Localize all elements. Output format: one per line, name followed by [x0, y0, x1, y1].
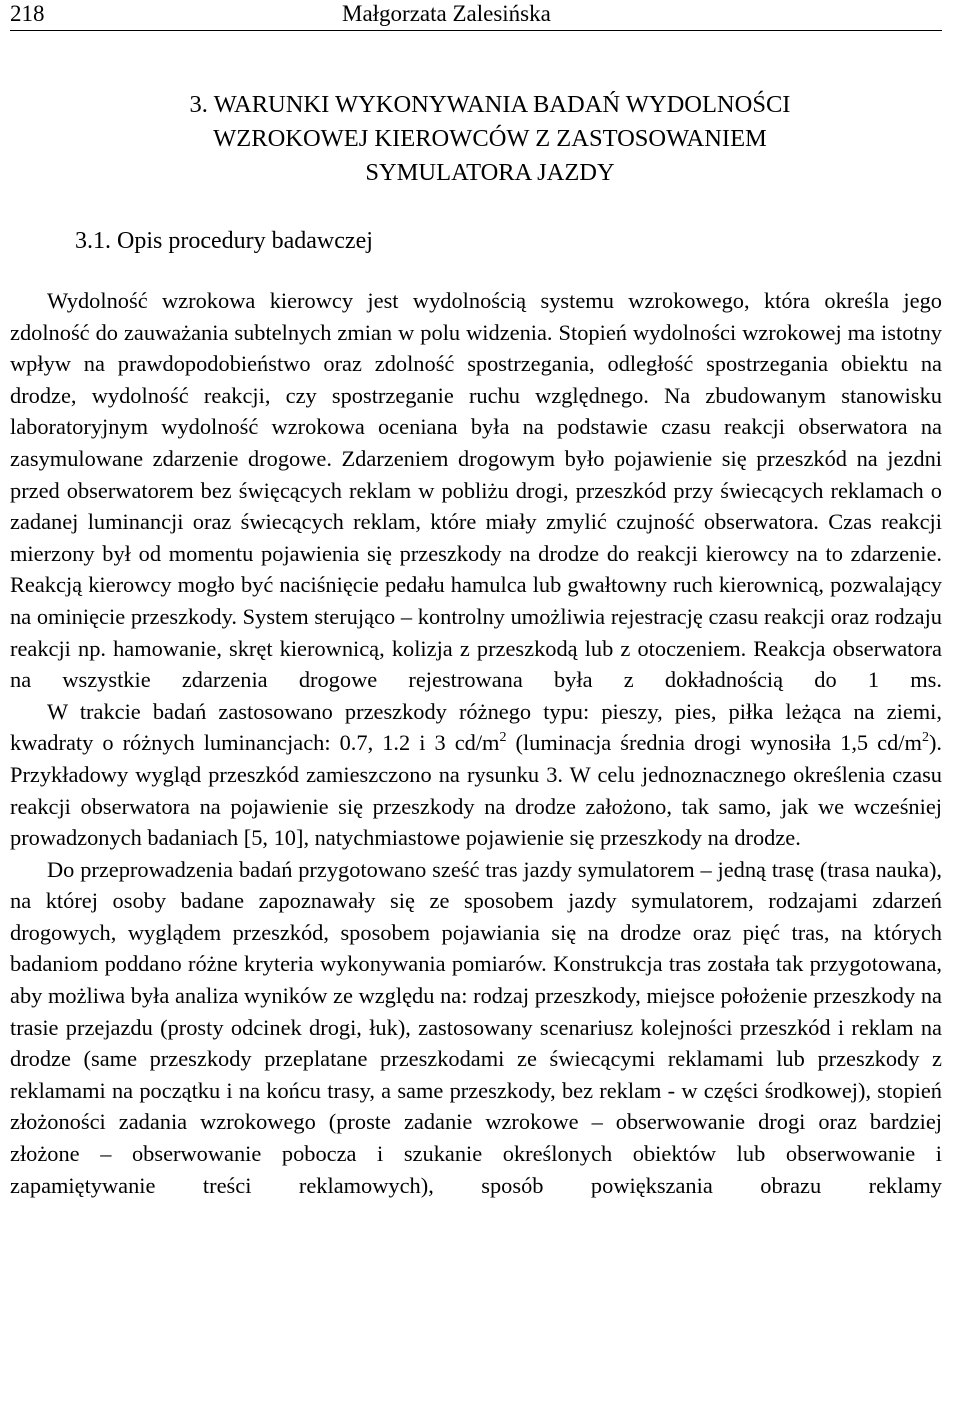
paragraph-text: ). Przykładowy wygląd przeszkód zamieszczono na rysunku 3. W celu jednoznacznego określenia czasu reakcji obserwatora na pojawienie się przeszkody na drodze założono, tak samo, jak we wcześniej prowadzonych badaniach [5, 10], natychmiastowe pojawienie się przeszkody na drodze.	[10, 730, 942, 851]
paragraph: Do przeprowadzenia badań przygotowano sześć tras jazdy symulatorem – jedną trasę (trasa nauka), na której osoby badane zapoznawały się ze sposobem jazdy symulatorem, rodzajami zdarzeń drogowych, wyglądem przeszkód, sposobem pojawiania się na drodze oraz pięć tras, na których badaniom poddano różne kryteria wykonywania pomiarów. Konstrukcja tras została tak przygotowana, aby możliwa była analiza wyników ze względu na: rodzaj przeszkody, miejsce położenie przeszkody na trasie przejazdu (prosty odcinek drogi, łuk), zastosowany scenariusz kolejności przeszkód i reklam na drodze (same przeszkody przeplatane przeszkodami ze świecącymi reklamami lub przeszkody z reklamami na początku i na końcu trasy, a same przeszkody, bez reklam - w części środkowej), stopień złożoności zadania wzrokowego (proste zadanie wzrokowe – obserwowanie drogi oraz bardziej złożone – obserwowanie pobocza i szukanie określonych obiektów lub obserwowanie i zapamiętywanie treści reklamowych), sposób powiększania obrazu reklamy	[10, 856, 942, 1198]
body-text	[10, 285, 942, 1201]
section-heading: 3.1. Opis procedury badawczej	[75, 228, 373, 254]
paragraph-text: W trakcie badań zastosowano przeszkody różnego typu: pieszy, pies, piłka leżąca na ziemi, kwadraty o różnych luminancjach: 0.7, 1.2 i 3 cd/m	[10, 698, 942, 756]
chapter-heading-line: 3. WARUNKI WYKONYWANIA BADAŃ WYDOLNOŚCI	[189, 91, 791, 118]
paragraph-text: (luminacja średnia drogi wynosiła 1,5 cd/m	[506, 730, 922, 756]
superscript: 2	[499, 730, 507, 746]
page-number: 218	[10, 1, 45, 26]
document-page	[10, 0, 942, 1416]
superscript: 2	[921, 730, 929, 746]
chapter-heading-line: WZROKOWEJ KIEROWCÓW Z ZASTOSOWANIEM	[213, 125, 767, 152]
running-header	[10, 0, 942, 31]
chapter-heading	[110, 88, 870, 190]
header-author: Małgorzata Zalesińska	[342, 1, 551, 26]
paragraph	[10, 696, 942, 854]
paragraph: Wydolność wzrokowa kierowcy jest wydolnością systemu wzrokowego, która określa jego zdolność do zauważania subtelnych zmian w polu widzenia. Stopień wydolności wzrokowej ma istotny wpływ na prawdopodobieństwo oraz zdolność spostrzegania, odległość spostrzegania obiektu na drodze, wydolność reakcji, czy spostrzeganie ruchu względnego. Na zbudowanym stanowisku laboratoryjnym wydolność wzrokowa oceniana była na podstawie czasu reakcji obserwatora na zasymulowane zdarzenie drogowe. Zdarzeniem drogowym było pojawienie się przeszkód na jezdni przed obserwatorem bez święcących reklam w pobliżu drogi, przeszkód przy świecących reklamach o zadanej luminancji oraz świecących reklam, które miały zmylić czujność obserwatora. Czas reakcji mierzony był od momentu pojawienia się przeszkody na drodze do reakcji kierowcy na to zdarzenie. Reakcją kierowcy mogło być naciśnięcie pedału hamulca lub gwałtowny ruch kierownicą, pozwalający na ominięcie przeszkody. System sterująco – kontrolny umożliwia rejestrację czasu reakcji oraz rodzaju reakcji np. hamowanie, skręt kierownicą, kolizja z przeszkodą lub z otoczeniem. Reakcja obserwatora na wszystkie zdarzenia drogowe rejestrowana była z dokładnością do 1 ms.	[10, 288, 942, 693]
chapter-heading-line: SYMULATORA JAZDY	[365, 159, 615, 186]
